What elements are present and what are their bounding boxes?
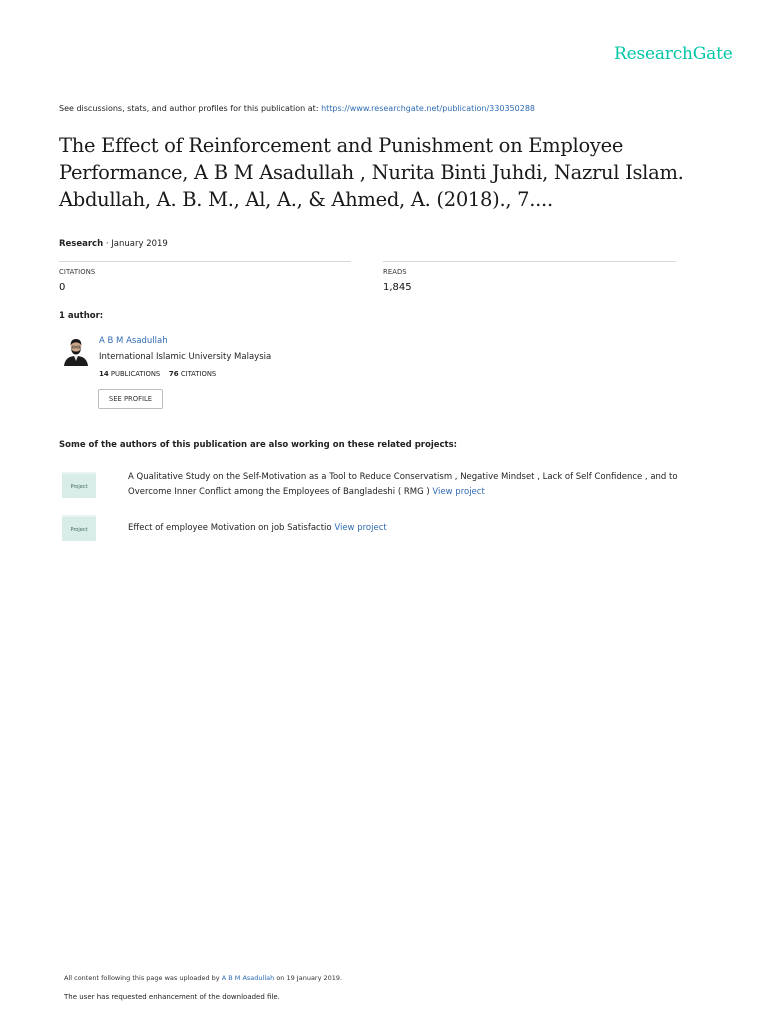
author-institution: International Islamic University Malaysia: [99, 352, 272, 362]
publication-date: · January 2019: [105, 239, 168, 249]
citations-value: 0: [59, 282, 66, 293]
reads-value: 1,845: [383, 282, 412, 293]
view-project-link[interactable]: View project: [432, 486, 485, 497]
see-discussions-line: [59, 104, 535, 113]
project-folder-icon: [62, 472, 96, 498]
related-projects-heading: Some of the authors of this publication are also working on these related projects:: [59, 440, 458, 450]
enhancement-note: The user has requested enhancement of the downloaded file.: [64, 993, 280, 1001]
see-profile-button[interactable]: SEE PROFILE: [98, 389, 163, 409]
project-icon[interactable]: [62, 472, 96, 498]
divider-right: [383, 261, 676, 262]
publication-url-link[interactable]: https://www.researchgate.net/publication/330350288: [321, 104, 535, 113]
upload-note-suffix: on 19 January 2019.: [276, 974, 343, 982]
project-title: Effect of employee Motivation on job Satisfactio: [128, 523, 332, 533]
citations-label: CITATIONS: [59, 268, 96, 276]
project-item: [128, 470, 708, 499]
authors-heading: 1 author:: [59, 311, 104, 321]
reads-label: READS: [383, 268, 407, 276]
publication-meta: [59, 239, 168, 249]
project-icon-label: Project: [70, 527, 88, 533]
publication-type: Research: [59, 239, 104, 249]
divider-left: [59, 261, 351, 262]
project-item: [128, 521, 708, 536]
author-photo-icon: [62, 336, 90, 366]
project-folder-icon: [62, 515, 96, 541]
upload-note-prefix: All content following this page was uploaded by: [64, 974, 220, 982]
author-name-link[interactable]: A B M Asadullah: [99, 336, 168, 346]
project-icon[interactable]: [62, 515, 96, 541]
author-publications-label: PUBLICATIONS: [110, 370, 161, 378]
author-citations-count: 76: [168, 370, 179, 378]
author-avatar[interactable]: [62, 336, 90, 366]
upload-note: [64, 974, 342, 982]
author-citations-label: CITATIONS: [180, 370, 217, 378]
author-publications-count: 14: [99, 370, 109, 378]
project-title: A Qualitative Study on the Self-Motivation as a Tool to Reduce Conservatism , Negative Mindset , Lack of Self Confidence , and to Overcome Inner Conflict among the Employees of Bangladeshi ( RMG ): [128, 472, 678, 497]
see-discussions-text: See discussions, stats, and author profiles for this publication at:: [59, 104, 319, 113]
view-project-link[interactable]: View project: [334, 523, 387, 533]
project-icon-label: Project: [70, 484, 88, 490]
author-stats: [99, 370, 216, 378]
uploader-link[interactable]: A B M Asadullah: [221, 974, 275, 982]
publication-title: The Effect of Reinforcement and Punishment on Employee Performance, A B M Asadullah , Nurita Binti Juhdi, Nazrul Islam. Abdullah, A. B. M., Al, A., & Ahmed, A. (2018)., 7....: [59, 134, 684, 211]
researchgate-logo[interactable]: ResearchGate: [614, 44, 733, 64]
